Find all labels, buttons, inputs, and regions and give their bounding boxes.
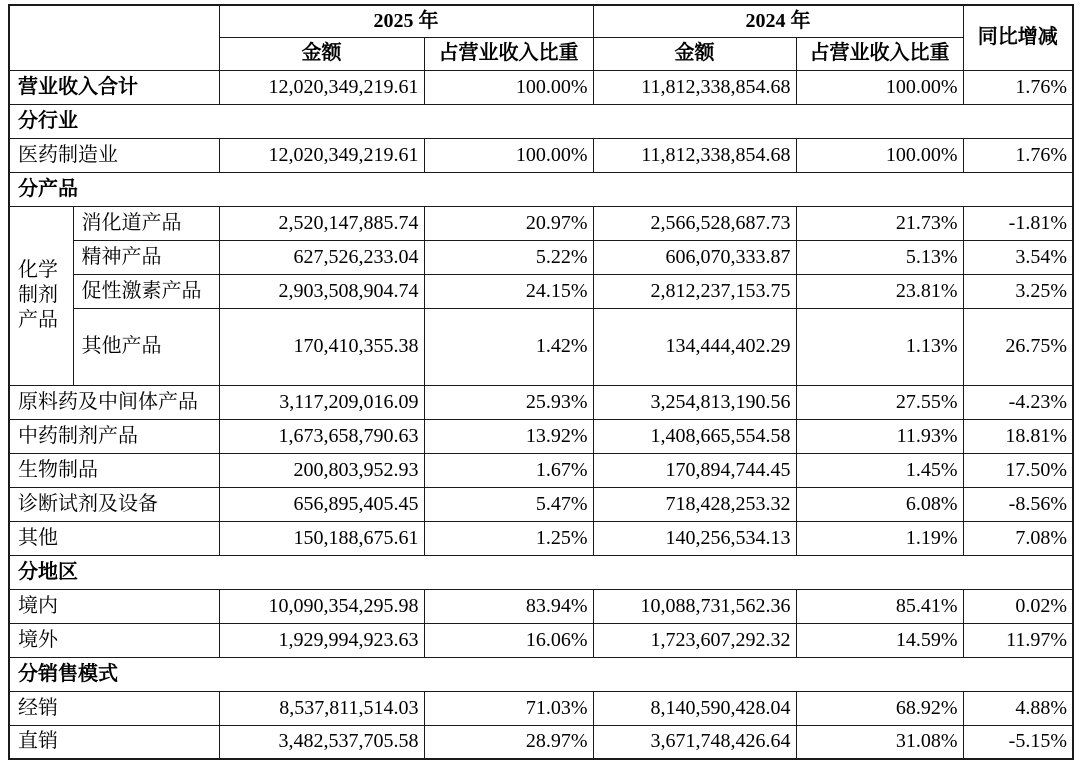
- ratio-2025: 13.92%: [424, 419, 593, 453]
- section-label: 分销售模式: [9, 657, 1073, 691]
- ratio-2025: 71.03%: [424, 691, 593, 725]
- table-row: [9, 521, 1073, 555]
- yoy-change: 11.97%: [963, 623, 1073, 657]
- row-label: 中药制剂产品: [9, 419, 219, 453]
- corner-cell: [9, 5, 219, 70]
- table-row: [9, 70, 1073, 104]
- ratio-2024: 6.08%: [796, 487, 963, 521]
- table-row: [9, 138, 1073, 172]
- header-yoy-change: 同比增减: [963, 5, 1073, 70]
- ratio-2024: 21.73%: [796, 206, 963, 240]
- row-label: 诊断试剂及设备: [9, 487, 219, 521]
- yoy-change: 26.75%: [963, 308, 1073, 385]
- amount-2024: 10,088,731,562.36: [593, 589, 796, 623]
- row-label: 促性激素产品: [73, 274, 219, 308]
- amount-2024: 11,812,338,854.68: [593, 138, 796, 172]
- amount-2025: 12,020,349,219.61: [219, 70, 424, 104]
- amount-2024: 718,428,253.32: [593, 487, 796, 521]
- ratio-2024: 1.45%: [796, 453, 963, 487]
- ratio-2025: 83.94%: [424, 589, 593, 623]
- table-row: [9, 308, 1073, 385]
- section-row: [9, 172, 1073, 206]
- ratio-2025: 100.00%: [424, 138, 593, 172]
- table-row: [9, 453, 1073, 487]
- table-row: [9, 385, 1073, 419]
- yoy-change: 18.81%: [963, 419, 1073, 453]
- amount-2025: 170,410,355.38: [219, 308, 424, 385]
- ratio-2024: 100.00%: [796, 70, 963, 104]
- amount-2024: 2,812,237,153.75: [593, 274, 796, 308]
- table-row: [9, 274, 1073, 308]
- table-row: [9, 240, 1073, 274]
- amount-2024: 170,894,744.45: [593, 453, 796, 487]
- amount-2024: 606,070,333.87: [593, 240, 796, 274]
- amount-2025: 10,090,354,295.98: [219, 589, 424, 623]
- table-row: [9, 206, 1073, 240]
- ratio-2025: 28.97%: [424, 725, 593, 759]
- ratio-2024: 5.13%: [796, 240, 963, 274]
- table-row: [9, 623, 1073, 657]
- amount-2025: 627,526,233.04: [219, 240, 424, 274]
- row-label: 医药制造业: [9, 138, 219, 172]
- amount-2024: 3,671,748,426.64: [593, 725, 796, 759]
- row-label: 消化道产品: [73, 206, 219, 240]
- yoy-change: -5.15%: [963, 725, 1073, 759]
- amount-2024: 2,566,528,687.73: [593, 206, 796, 240]
- ratio-2024: 23.81%: [796, 274, 963, 308]
- yoy-change: 0.02%: [963, 589, 1073, 623]
- amount-2024: 1,408,665,554.58: [593, 419, 796, 453]
- table-row: [9, 487, 1073, 521]
- header-amount-2024: 金额: [593, 37, 796, 70]
- table-row: [9, 725, 1073, 759]
- header-ratio-2025: 占营业收入比重: [424, 37, 593, 70]
- yoy-change: 4.88%: [963, 691, 1073, 725]
- yoy-change: 3.25%: [963, 274, 1073, 308]
- row-label: 境外: [9, 623, 219, 657]
- header-year-2024: 2024 年: [593, 5, 963, 37]
- amount-2025: 150,188,675.61: [219, 521, 424, 555]
- amount-2025: 12,020,349,219.61: [219, 138, 424, 172]
- table-row: [9, 419, 1073, 453]
- section-label: 分地区: [9, 555, 1073, 589]
- ratio-2024: 68.92%: [796, 691, 963, 725]
- yoy-change: 1.76%: [963, 70, 1073, 104]
- amount-2025: 2,903,508,904.74: [219, 274, 424, 308]
- ratio-2025: 5.22%: [424, 240, 593, 274]
- amount-2025: 656,895,405.45: [219, 487, 424, 521]
- yoy-change: -1.81%: [963, 206, 1073, 240]
- yoy-change: -4.23%: [963, 385, 1073, 419]
- ratio-2024: 1.13%: [796, 308, 963, 385]
- amount-2024: 1,723,607,292.32: [593, 623, 796, 657]
- amount-2024: 8,140,590,428.04: [593, 691, 796, 725]
- header-year-row: [9, 5, 1073, 37]
- table-row: [9, 691, 1073, 725]
- amount-2024: 134,444,402.29: [593, 308, 796, 385]
- ratio-2025: 16.06%: [424, 623, 593, 657]
- ratio-2024: 27.55%: [796, 385, 963, 419]
- ratio-2024: 85.41%: [796, 589, 963, 623]
- amount-2025: 1,929,994,923.63: [219, 623, 424, 657]
- row-label: 原料药及中间体产品: [9, 385, 219, 419]
- section-label: 分行业: [9, 104, 1073, 138]
- ratio-2024: 31.08%: [796, 725, 963, 759]
- table-row: [9, 589, 1073, 623]
- row-label: 营业收入合计: [9, 70, 219, 104]
- row-label: 精神产品: [73, 240, 219, 274]
- row-label: 直销: [9, 725, 219, 759]
- ratio-2024: 11.93%: [796, 419, 963, 453]
- yoy-change: -8.56%: [963, 487, 1073, 521]
- section-row: [9, 657, 1073, 691]
- ratio-2025: 5.47%: [424, 487, 593, 521]
- yoy-change: 1.76%: [963, 138, 1073, 172]
- amount-2025: 200,803,952.93: [219, 453, 424, 487]
- ratio-2025: 100.00%: [424, 70, 593, 104]
- amount-2024: 3,254,813,190.56: [593, 385, 796, 419]
- amount-2024: 140,256,534.13: [593, 521, 796, 555]
- amount-2024: 11,812,338,854.68: [593, 70, 796, 104]
- group-label: 化学 制剂 产品: [9, 206, 73, 385]
- yoy-change: 3.54%: [963, 240, 1073, 274]
- ratio-2025: 1.67%: [424, 453, 593, 487]
- row-label: 境内: [9, 589, 219, 623]
- row-label: 其他产品: [73, 308, 219, 385]
- amount-2025: 2,520,147,885.74: [219, 206, 424, 240]
- yoy-change: 17.50%: [963, 453, 1073, 487]
- ratio-2024: 1.19%: [796, 521, 963, 555]
- header-ratio-2024: 占营业收入比重: [796, 37, 963, 70]
- ratio-2024: 100.00%: [796, 138, 963, 172]
- yoy-change: 7.08%: [963, 521, 1073, 555]
- row-label: 经销: [9, 691, 219, 725]
- ratio-2025: 25.93%: [424, 385, 593, 419]
- table-body: [9, 70, 1073, 759]
- ratio-2025: 24.15%: [424, 274, 593, 308]
- section-row: [9, 555, 1073, 589]
- header-year-2025: 2025 年: [219, 5, 593, 37]
- ratio-2025: 1.42%: [424, 308, 593, 385]
- amount-2025: 3,482,537,705.58: [219, 725, 424, 759]
- revenue-breakdown-table: [8, 4, 1074, 760]
- row-label: 其他: [9, 521, 219, 555]
- row-label: 生物制品: [9, 453, 219, 487]
- section-label: 分产品: [9, 172, 1073, 206]
- section-row: [9, 104, 1073, 138]
- ratio-2024: 14.59%: [796, 623, 963, 657]
- ratio-2025: 20.97%: [424, 206, 593, 240]
- table-header: [9, 5, 1073, 70]
- amount-2025: 1,673,658,790.63: [219, 419, 424, 453]
- amount-2025: 3,117,209,016.09: [219, 385, 424, 419]
- header-amount-2025: 金额: [219, 37, 424, 70]
- ratio-2025: 1.25%: [424, 521, 593, 555]
- amount-2025: 8,537,811,514.03: [219, 691, 424, 725]
